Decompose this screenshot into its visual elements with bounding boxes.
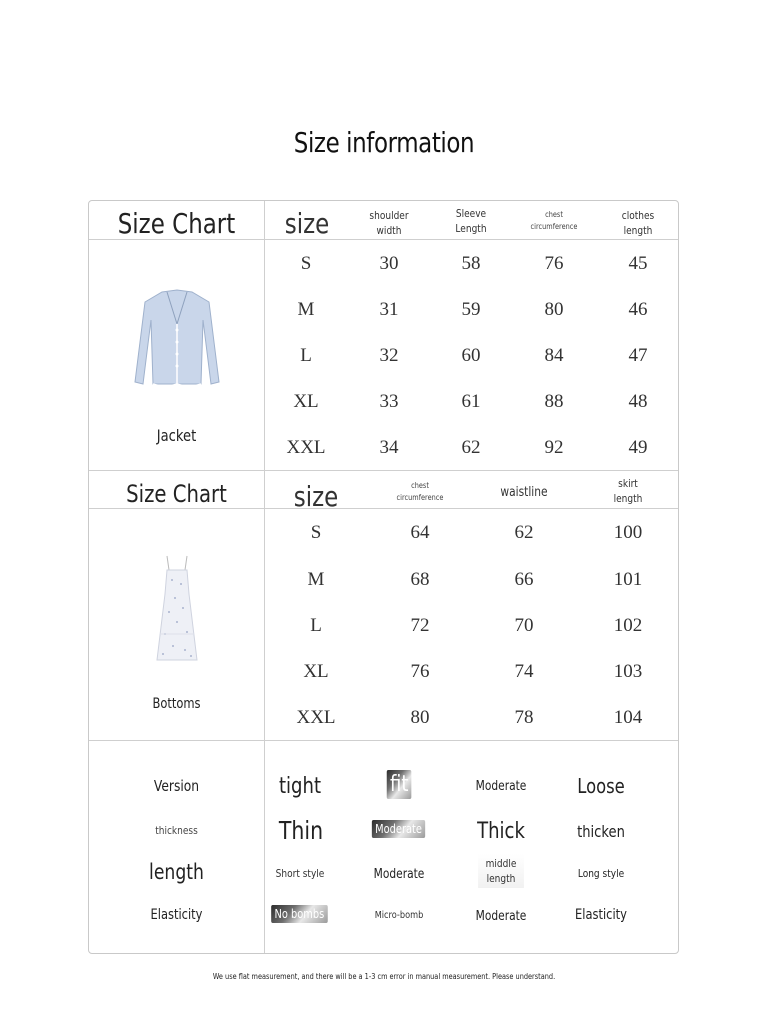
table-cell: 45 [628, 253, 648, 274]
feature-label-elasticity: Elasticity [150, 907, 203, 923]
row-divider [89, 740, 678, 741]
table-cell: S [310, 522, 322, 543]
table-cell: 34 [379, 437, 399, 458]
page-title: Size information [293, 126, 475, 159]
option-moderate-selected: Moderate [351, 813, 447, 845]
option-moderate: Moderate [373, 866, 425, 882]
header-shoulder-width: shoulder width [369, 209, 409, 237]
table-cell: 102 [613, 615, 643, 636]
option-fit-selected: fit [359, 767, 439, 801]
footer-note: We use flat measurement, and there will be a 1-3 cm error in manual measurement. Please understand. [212, 972, 556, 981]
table-cell: 49 [628, 437, 648, 458]
table-cell: 92 [544, 437, 564, 458]
feature-label-length: length [149, 860, 204, 884]
table-cell: 80 [410, 707, 430, 728]
size-chart-heading: Size Chart [117, 206, 236, 240]
size-table [88, 200, 679, 954]
table-cell: 64 [410, 522, 430, 543]
size-heading: size [284, 206, 330, 240]
option-moderate: Moderate [475, 908, 527, 924]
option-thin: Thin [278, 815, 324, 845]
table-cell: 59 [461, 299, 481, 320]
table-cell: 61 [461, 391, 481, 412]
option-short-style: Short style [275, 866, 325, 880]
header-sleeve-length: Sleeve Length [455, 207, 487, 235]
table-cell: 74 [514, 661, 534, 682]
table-cell: 60 [461, 345, 481, 366]
table-cell: 66 [514, 569, 534, 590]
table-cell: 68 [410, 569, 430, 590]
table-cell: 80 [544, 299, 564, 320]
option-thicken: thicken [577, 821, 625, 841]
table-cell: 30 [379, 253, 399, 274]
table-cell: M [307, 569, 325, 590]
dress-icon [147, 554, 207, 664]
feature-label-thickness: thickness [155, 823, 198, 837]
header-chest-circumference: chest circumference [396, 481, 444, 502]
table-cell: XXL [296, 707, 336, 728]
option-loose: Loose [577, 774, 625, 798]
table-cell: L [300, 345, 312, 366]
size-chart-heading: Size Chart [126, 480, 227, 508]
size-heading: size [293, 479, 339, 513]
table-cell: 104 [613, 707, 643, 728]
table-cell: 78 [514, 707, 534, 728]
jacket-image [119, 279, 234, 409]
table-cell: 32 [379, 345, 399, 366]
table-cell: XL [293, 391, 319, 412]
option-moderate: Moderate [475, 778, 527, 794]
table-cell: 88 [544, 391, 564, 412]
option-no-bombs-selected: No bombs [267, 899, 331, 929]
table-cell: 72 [410, 615, 430, 636]
option-micro-bomb: Micro-bomb [374, 909, 424, 921]
header-chest-circumference: chest circumference [530, 210, 578, 231]
table-cell: 76 [410, 661, 430, 682]
cardigan-icon [127, 284, 227, 404]
table-cell: 47 [628, 345, 648, 366]
header-skirt-length: skirt length [613, 477, 643, 505]
row-divider [89, 470, 678, 471]
option-thick: Thick [477, 818, 525, 844]
feature-label-version: Version [153, 777, 200, 795]
table-cell: L [310, 615, 322, 636]
table-cell: XXL [286, 437, 326, 458]
table-cell: XL [303, 661, 329, 682]
table-cell: 84 [544, 345, 564, 366]
table-cell: 70 [514, 615, 534, 636]
table-cell: M [297, 299, 315, 320]
table-cell: 58 [461, 253, 481, 274]
table-cell: 48 [628, 391, 648, 412]
option-elasticity: Elasticity [575, 907, 627, 923]
jacket-label: Jacket [156, 425, 197, 445]
option-long-style: Long style [577, 866, 625, 880]
table-cell: 76 [544, 253, 564, 274]
header-clothes-length: clothes length [621, 209, 655, 237]
table-cell: 33 [379, 391, 399, 412]
table-cell: 31 [379, 299, 399, 320]
table-cell: 62 [461, 437, 481, 458]
table-cell: 103 [613, 661, 643, 682]
table-cell: 46 [628, 299, 648, 320]
table-cell: 101 [613, 569, 643, 590]
bottoms-image [129, 551, 224, 666]
table-cell: S [300, 253, 312, 274]
header-waistline: waistline [500, 484, 548, 500]
option-middle-length-selected: middle length [461, 853, 541, 889]
table-cell: 62 [514, 522, 534, 543]
option-tight: tight [278, 773, 322, 799]
table-cell: 100 [613, 522, 643, 543]
bottoms-label: Bottoms [152, 696, 201, 712]
